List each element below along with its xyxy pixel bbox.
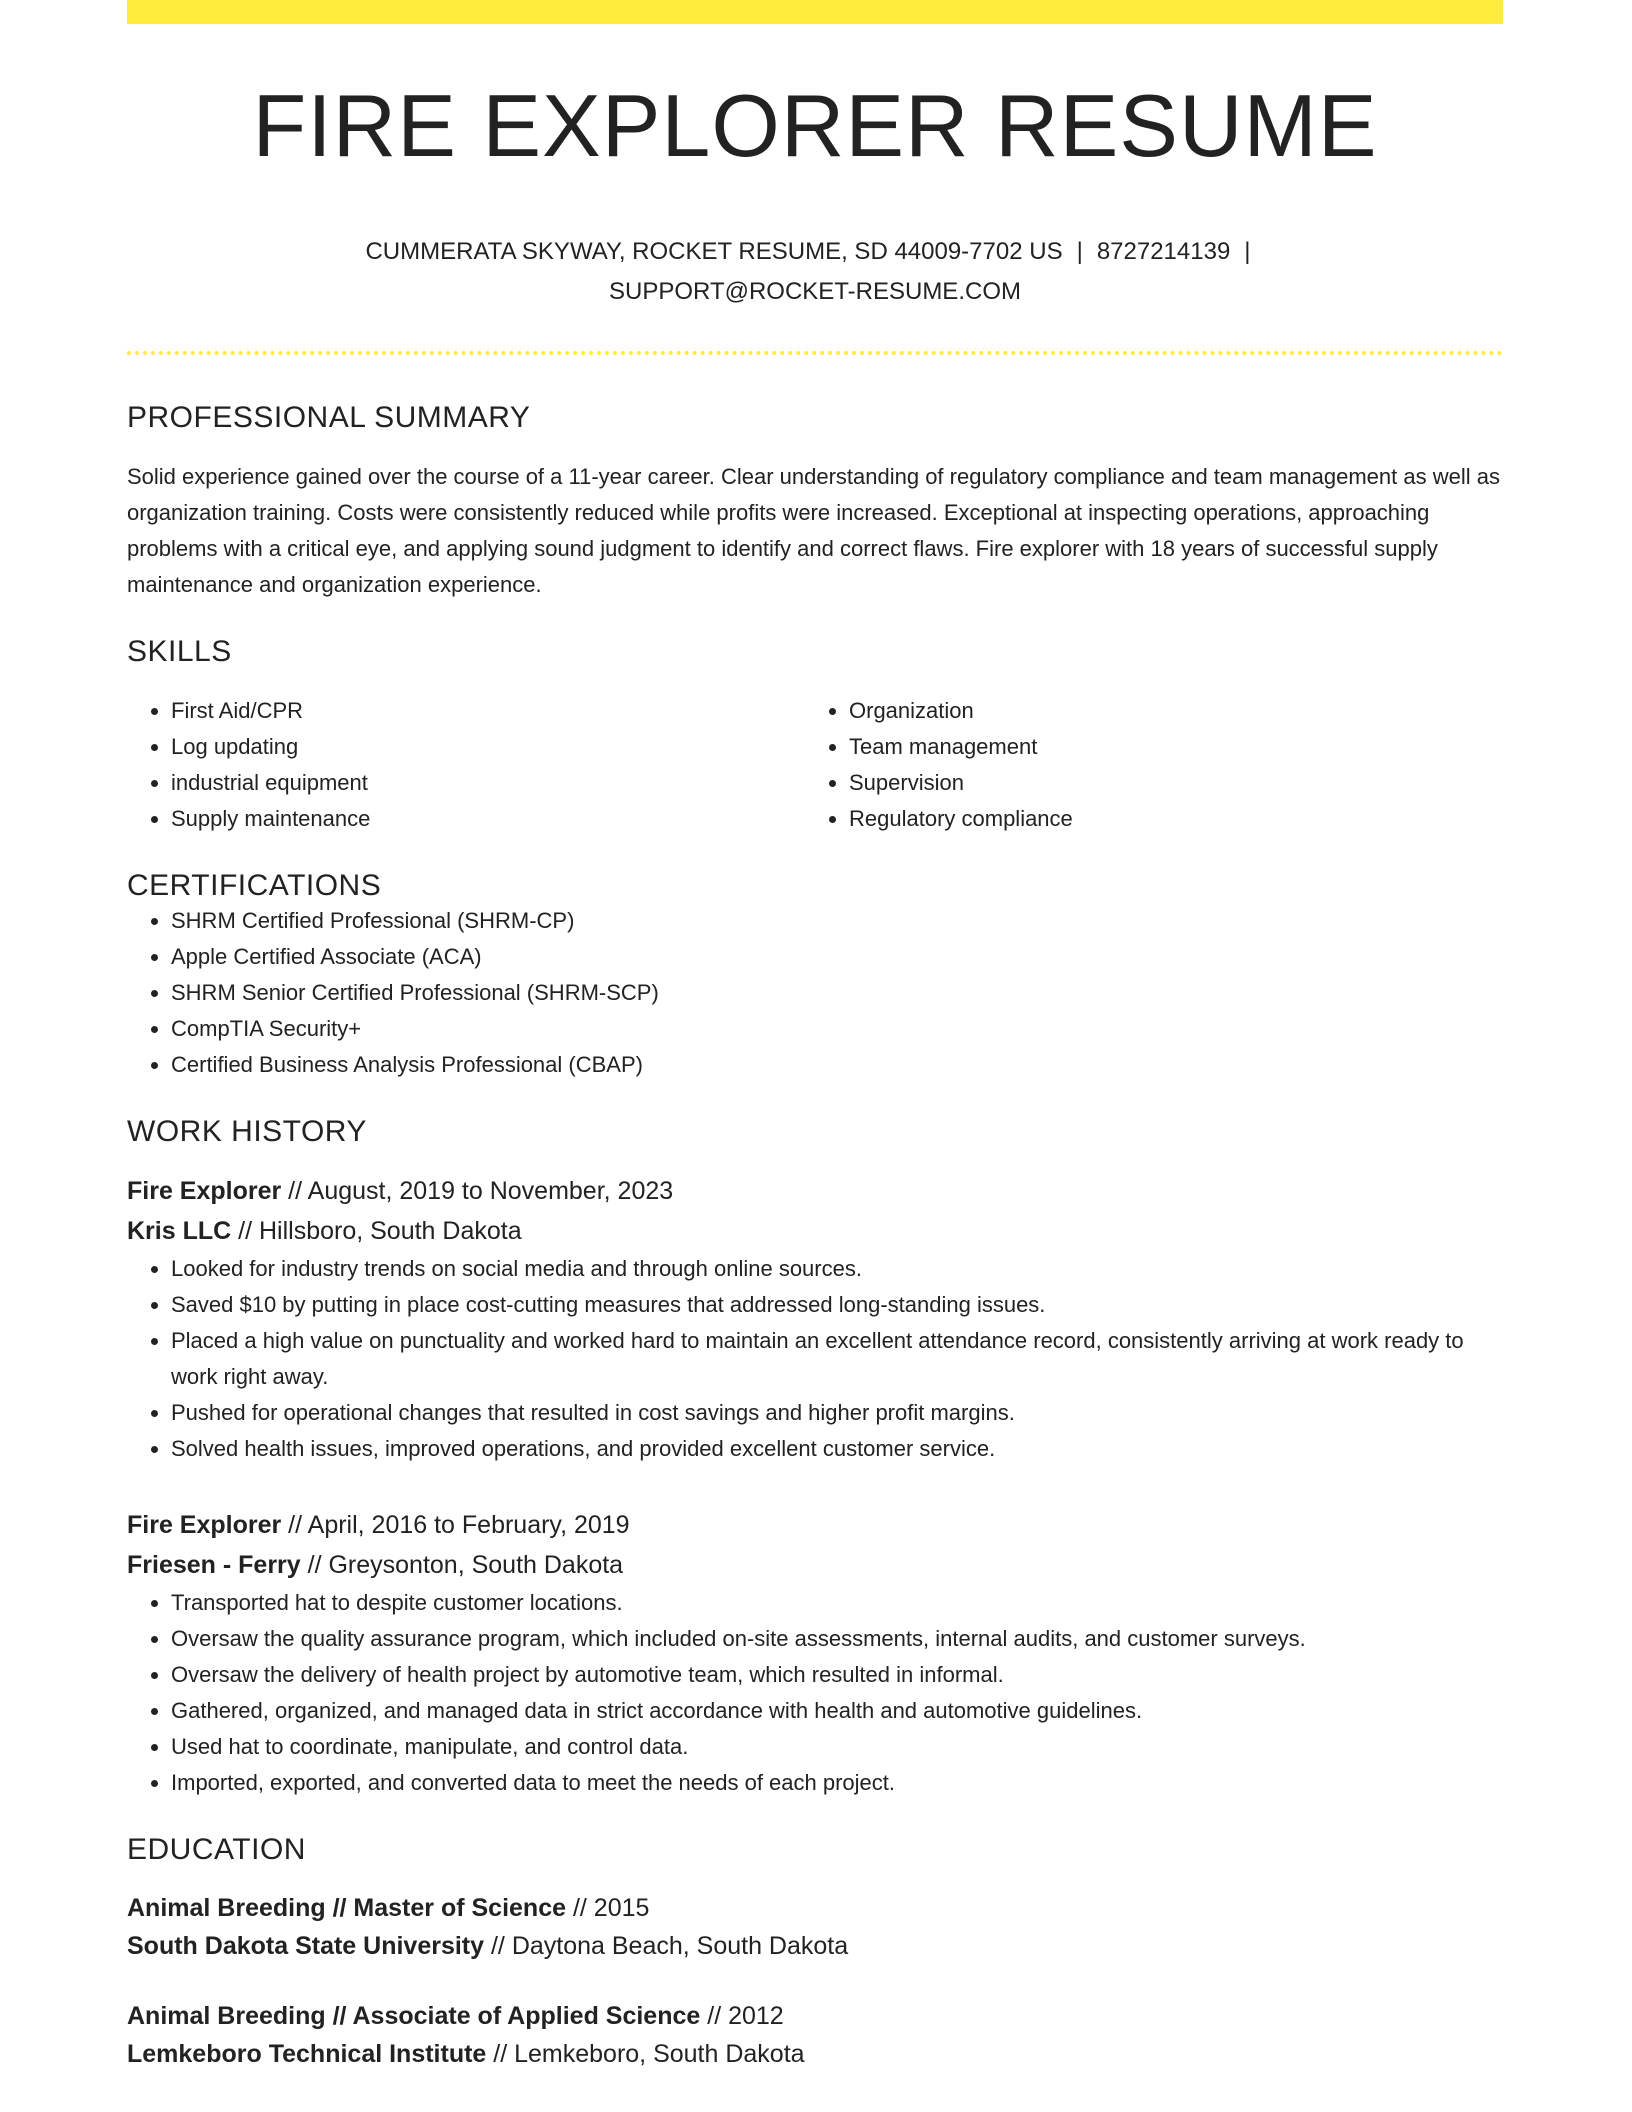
contact-email[interactable]: SUPPORT@ROCKET-RESUME.COM xyxy=(609,278,1021,305)
certification-item: • Apple Certified Associate (ACA) xyxy=(171,939,1503,975)
skills-grid xyxy=(127,693,1503,837)
job-duty-item: • Oversaw the quality assurance program, which included on-site assessments, internal audits, and customer surveys. xyxy=(171,1621,1503,1657)
certifications-heading: CERTIFICATIONS xyxy=(127,869,382,902)
header-divider xyxy=(127,351,1503,355)
contact-separator: | xyxy=(1076,238,1083,265)
certifications-list xyxy=(127,903,1503,1083)
summary-heading: PROFESSIONAL SUMMARY xyxy=(127,401,531,434)
job-role-line xyxy=(127,1171,1503,1211)
job-role: Fire Explorer xyxy=(127,1177,282,1205)
job-duty-item: • Looked for industry trends on social media and through online sources. xyxy=(171,1251,1503,1287)
job-company-line xyxy=(127,1211,1503,1251)
skill-item: • Supply maintenance xyxy=(171,801,805,837)
job-company: Friesen - Ferry xyxy=(127,1551,301,1579)
skills-list-right xyxy=(805,693,1483,837)
education-school: Lemkeboro Technical Institute xyxy=(127,2040,487,2068)
work-history-heading: WORK HISTORY xyxy=(127,1115,367,1148)
job-role: Fire Explorer xyxy=(127,1511,282,1539)
work-history-section xyxy=(127,1115,1503,1801)
skills-column-left xyxy=(127,693,805,837)
certification-item: • Certified Business Analysis Professional (CBAP) xyxy=(171,1047,1503,1083)
job-duties-list xyxy=(127,1585,1503,1801)
skill-item: • Supervision xyxy=(849,765,1483,801)
education-degree: Animal Breeding // Associate of Applied Science xyxy=(127,2002,701,2030)
job-company-line xyxy=(127,1545,1503,1585)
skills-column-right xyxy=(805,693,1483,837)
certifications-section xyxy=(127,869,1503,1083)
resume-page xyxy=(127,0,1503,2073)
job-duty-item: • Imported, exported, and converted data to meet the needs of each project. xyxy=(171,1765,1503,1801)
skills-list-left xyxy=(127,693,805,837)
education-entry xyxy=(127,1889,1503,1965)
job-location: // Greysonton, South Dakota xyxy=(300,1551,624,1579)
contact-info xyxy=(127,232,1503,312)
skill-item: • Log updating xyxy=(171,729,805,765)
job-duty-item: • Saved $10 by putting in place cost-cutting measures that addressed long-standing issues. xyxy=(171,1287,1503,1323)
education-degree-line xyxy=(127,1997,1503,2035)
job-duty-item: • Used hat to coordinate, manipulate, and control data. xyxy=(171,1729,1503,1765)
education-location: // Daytona Beach, South Dakota xyxy=(484,1932,849,1960)
certification-item: • SHRM Senior Certified Professional (SHRM-SCP) xyxy=(171,975,1503,1011)
education-heading: EDUCATION xyxy=(127,1833,306,1866)
education-school-line xyxy=(127,2035,1503,2073)
education-degree: Animal Breeding // Master of Science xyxy=(127,1894,567,1922)
skill-item: • industrial equipment xyxy=(171,765,805,801)
job-entry xyxy=(127,1171,1503,1467)
job-role-line xyxy=(127,1505,1503,1545)
contact-phone[interactable]: 8727214139 xyxy=(1096,238,1231,265)
summary-section xyxy=(127,401,1503,603)
education-school-line xyxy=(127,1927,1503,1965)
job-location: // Hillsboro, South Dakota xyxy=(231,1217,522,1245)
job-duty-item: • Solved health issues, improved operations, and provided excellent customer service. xyxy=(171,1431,1503,1467)
summary-text: Solid experience gained over the course of a 11-year career. Clear understanding of regulatory compliance and team management as well as organization training. Costs were consistently reduced while profits were increased. Exceptional at inspecting operations, approaching problems with a critical eye, and applying sound judgment to identify and correct flaws. Fire explorer with 18 years of successful supply maintenance and organization experience. xyxy=(127,464,1500,597)
education-year: // 2015 xyxy=(566,1894,650,1922)
skill-item: • First Aid/CPR xyxy=(171,693,805,729)
certification-item: • SHRM Certified Professional (SHRM-CP) xyxy=(171,903,1503,939)
contact-line-2 xyxy=(127,272,1503,312)
education-section xyxy=(127,1833,1503,2073)
skill-item: • Organization xyxy=(849,693,1483,729)
education-location: // Lemkeboro, South Dakota xyxy=(486,2040,805,2068)
skill-item: • Team management xyxy=(849,729,1483,765)
contact-line-1 xyxy=(127,232,1503,272)
skills-section xyxy=(127,635,1503,837)
top-accent-bar xyxy=(127,0,1503,24)
skill-item: • Regulatory compliance xyxy=(849,801,1483,837)
certification-item: • CompTIA Security+ xyxy=(171,1011,1503,1047)
contact-separator: | xyxy=(1244,238,1251,265)
job-dates: // April, 2016 to February, 2019 xyxy=(281,1511,630,1539)
job-company: Kris LLC xyxy=(127,1217,232,1245)
education-school: South Dakota State University xyxy=(127,1932,485,1960)
resume-title: FIRE EXPLORER RESUME xyxy=(252,76,1378,175)
job-duty-item: • Gathered, organized, and managed data in strict accordance with health and automotive guidelines. xyxy=(171,1693,1503,1729)
contact-address: CUMMERATA SKYWAY, ROCKET RESUME, SD 44009-7702 US xyxy=(365,238,1063,265)
skills-heading: SKILLS xyxy=(127,635,232,668)
job-duty-item: • Pushed for operational changes that resulted in cost savings and higher profit margins. xyxy=(171,1395,1503,1431)
education-degree-line xyxy=(127,1889,1503,1927)
job-duty-item: • Transported hat to despite customer locations. xyxy=(171,1585,1503,1621)
education-entry xyxy=(127,1997,1503,2073)
job-dates: // August, 2019 to November, 2023 xyxy=(281,1177,674,1205)
job-duty-item: • Oversaw the delivery of health project by automotive team, which resulted in informal. xyxy=(171,1657,1503,1693)
education-year: // 2012 xyxy=(700,2002,784,2030)
job-duties-list xyxy=(127,1251,1503,1467)
job-entry xyxy=(127,1505,1503,1801)
job-duty-item: • Placed a high value on punctuality and worked hard to maintain an excellent attendance record, consistently arriving at work ready to work right away. xyxy=(171,1323,1503,1395)
